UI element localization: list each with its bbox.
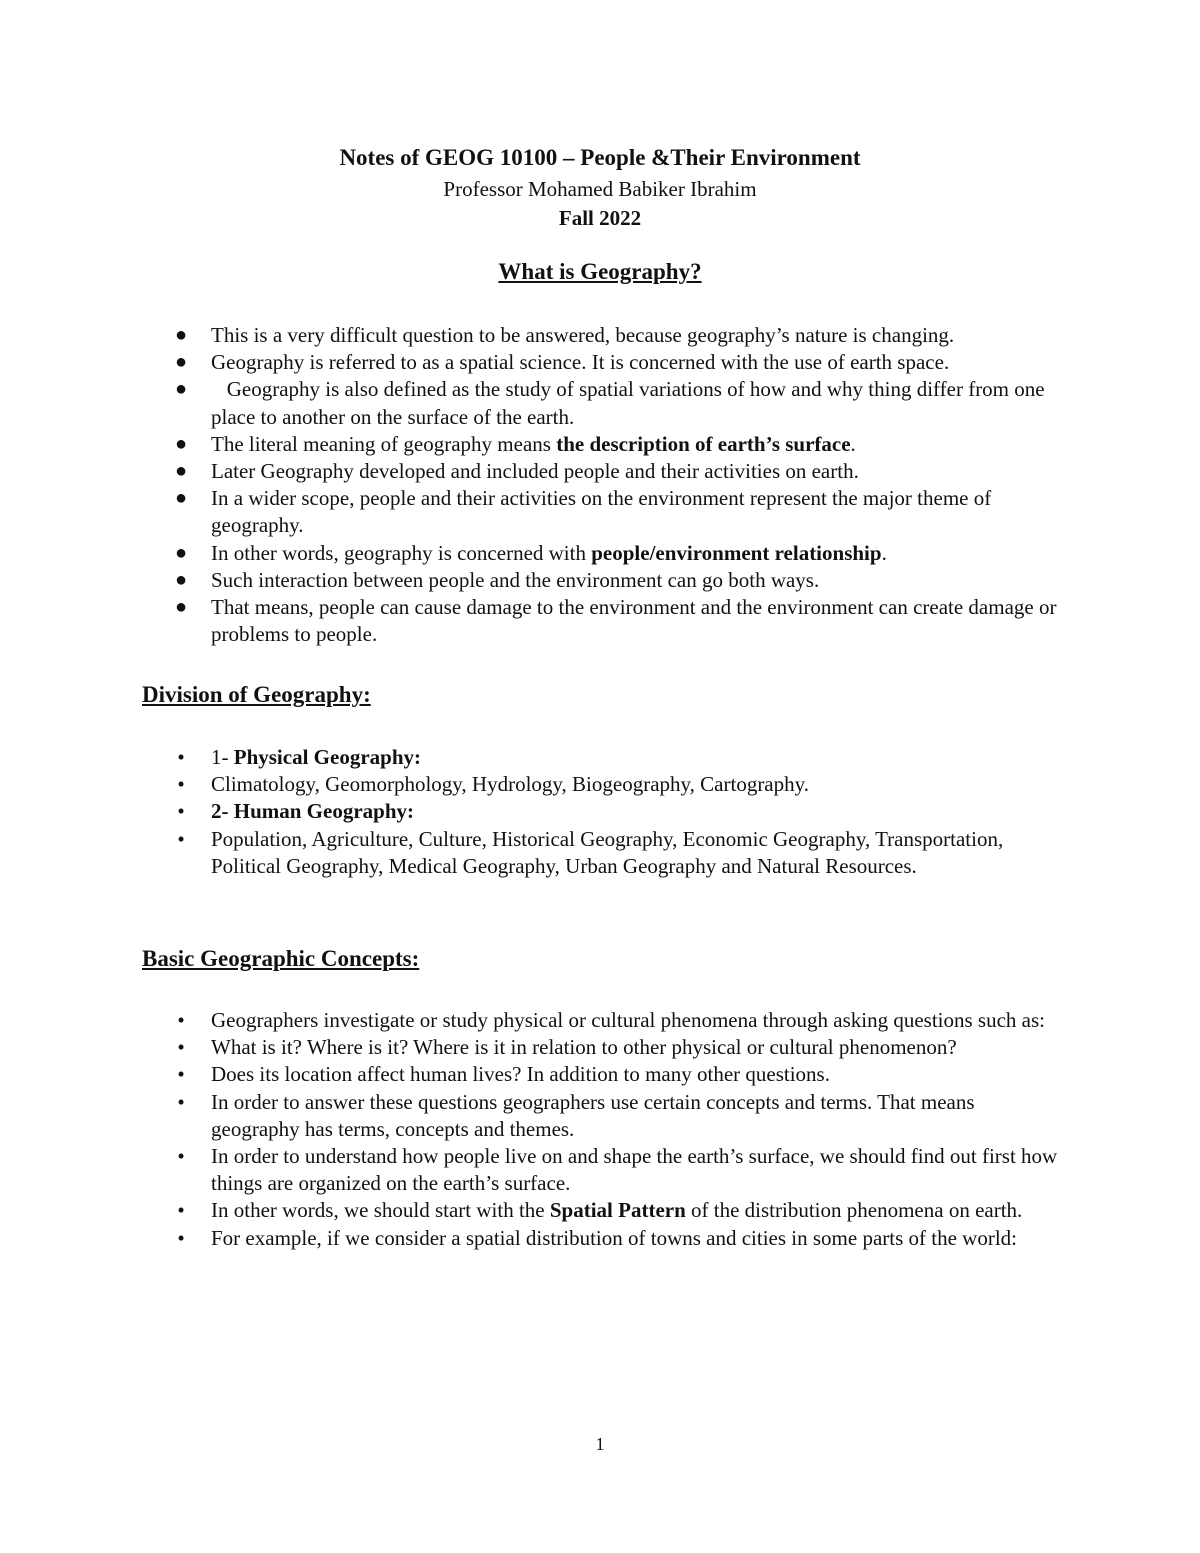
list-item-text: Population, Agriculture, Culture, Historical Geography, Economic Geography, Transportation, Political Geography, Medical Geography, Urban Geography and Natural Resources. — [211, 826, 1009, 878]
list-item — [0, 376, 1200, 430]
bullet-icon: • — [177, 745, 185, 769]
list-item-bold-phrase: Physical Geography: — [233, 745, 421, 769]
list-item-bold-phrase: 2- Human Geography: — [211, 799, 415, 824]
list-item-bold-phrase: the description of earth’s surface — [556, 431, 851, 456]
list-item — [0, 1034, 1200, 1061]
bullet-icon: ● — [175, 378, 188, 401]
bullet-icon: ● — [175, 324, 188, 346]
what-is-geography-list — [0, 322, 1200, 648]
bullet-icon: ● — [175, 487, 188, 510]
list-item-text: . — [881, 540, 887, 565]
list-item — [0, 1225, 1200, 1252]
bullet-icon: • — [177, 799, 185, 824]
bullet-icon: • — [177, 1008, 185, 1032]
list-item-text: In order to answer these questions geographers use certain concepts and terms. That means geography has terms, concepts and themes. — [211, 1089, 980, 1141]
list-item — [0, 1061, 1200, 1088]
list-item — [0, 431, 1200, 458]
bullet-icon: • — [177, 1225, 185, 1250]
document-header — [0, 141, 1200, 232]
list-item-text: In other words, we should start with the — [211, 1198, 550, 1223]
page-number: 1 — [595, 1434, 605, 1454]
list-item — [0, 540, 1200, 567]
list-item-text: What is it? Where is it? Where is it in relation to other physical or cultural phenomenon? — [211, 1035, 957, 1060]
list-item — [0, 458, 1200, 485]
bullet-icon: ● — [175, 541, 188, 564]
list-item — [0, 485, 1200, 539]
list-item — [0, 826, 1200, 880]
division-of-geography-list — [0, 744, 1200, 880]
document-title: Notes of GEOG 10100 – People &Their Environment — [339, 145, 861, 170]
bullet-icon: ● — [175, 351, 188, 374]
bullet-icon: ● — [175, 460, 188, 483]
document-author: Professor Mohamed Babiker Ibrahim — [443, 177, 757, 201]
list-item — [0, 744, 1200, 771]
basic-geographic-concepts-list — [0, 1007, 1200, 1252]
list-item — [0, 594, 1200, 648]
list-item-text: The literal meaning of geography means — [211, 431, 557, 456]
list-item-text: Does its location affect human lives? In addition to many other questions. — [211, 1062, 830, 1087]
bullet-icon: • — [177, 826, 185, 851]
heading-basic-geographic-concepts: Basic Geographic Concepts: — [142, 946, 420, 971]
list-item-text: Geography is also defined as the study of spatial variations of how and why thing differ from one place to another on the surface of the earth. — [211, 377, 1050, 429]
list-item-text: That means, people can cause damage to the environment and the environment can create damage or problems to people. — [211, 595, 1062, 647]
list-item-text: This is a very difficult question to be answered, because geography’s nature is changing. — [211, 323, 955, 347]
list-item-text: Climatology, Geomorphology, Hydrology, Biogeography, Cartography. — [211, 772, 810, 797]
list-item-text: . — [850, 431, 856, 456]
list-item — [0, 322, 1200, 349]
bullet-icon: • — [177, 1144, 185, 1169]
heading-division-of-geography: Division of Geography: — [142, 682, 371, 707]
bullet-icon: ● — [175, 568, 188, 591]
bullet-icon: • — [177, 1089, 185, 1114]
list-item — [0, 1197, 1200, 1224]
list-item-text: of the distribution phenomena on earth. — [685, 1198, 1023, 1223]
list-item-text: In other words, geography is concerned with — [211, 540, 592, 565]
document-term: Fall 2022 — [558, 206, 642, 230]
heading-what-is-geography: What is Geography? — [498, 259, 702, 284]
list-item-text: Geographers investigate or study physical or cultural phenomena through asking questions such as: — [211, 1008, 1045, 1032]
list-item-text: Geography is referred to as a spatial science. It is concerned with the use of earth space. — [211, 350, 950, 375]
bullet-icon: • — [177, 1035, 185, 1060]
list-item — [0, 567, 1200, 594]
list-item-text: For example, if we consider a spatial distribution of towns and cities in some parts of the world: — [211, 1225, 1017, 1250]
list-item — [0, 1143, 1200, 1197]
list-item-bold-phrase: Spatial Pattern — [549, 1198, 686, 1223]
list-item — [0, 1007, 1200, 1034]
list-item — [0, 798, 1200, 825]
list-item-text: In order to understand how people live on and shape the earth’s surface, we should find out first how things are organized on the earth’s surface. — [211, 1144, 1063, 1196]
list-item-text: Such interaction between people and the environment can go both ways. — [211, 567, 820, 592]
list-item — [0, 771, 1200, 798]
list-item — [0, 349, 1200, 376]
bullet-icon: • — [177, 772, 185, 797]
list-item-bold-phrase: people/environment relationship — [591, 540, 882, 565]
bullet-icon: • — [177, 1062, 185, 1087]
bullet-icon: • — [177, 1198, 185, 1223]
list-item-text: In a wider scope, people and their activities on the environment represent the major theme of geography. — [211, 486, 997, 538]
bullet-icon: ● — [175, 596, 188, 619]
bullet-icon: ● — [175, 432, 188, 455]
list-item — [0, 1089, 1200, 1143]
list-item-text: 1- — [211, 745, 234, 769]
list-item-text: Later Geography developed and included people and their activities on earth. — [211, 459, 859, 484]
